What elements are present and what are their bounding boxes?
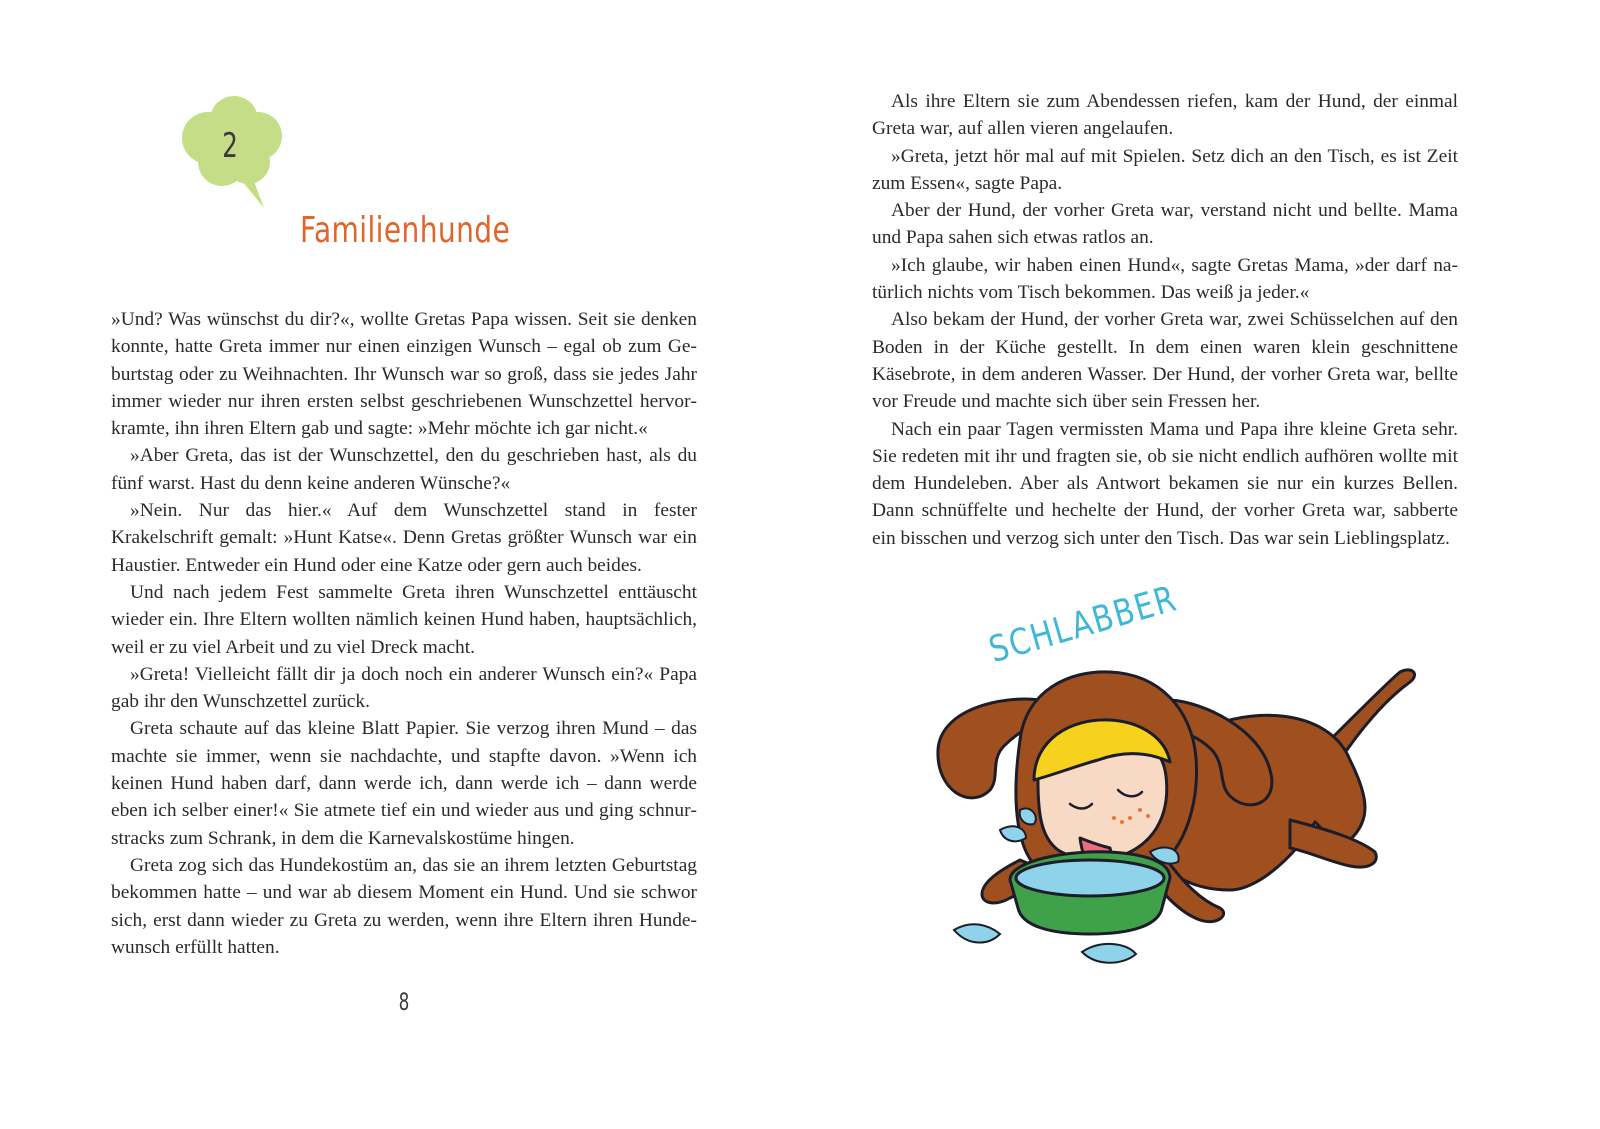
paragraph: Nach ein paar Tagen vermissten Mama und Papa ihre kleine Greta sehr. Sie redeten mit ihr und fragten sie, ob sie nicht endlich aufhören wollte mit dem Hundeleben. Aber als Antwort bekamen sie nur ein kurzes Bellen. Dann schnüffelte und hechelte der Hund, der vorher Greta war, sabberte ein bisschen und verzog sich unter den Tisch. Das war sein Lieblingsplatz. xyxy=(872,418,1458,549)
paragraph: »Aber Greta, das ist der Wunschzettel, den du geschrieben hast, als du fünf warst. Hast du denn keine anderen Wünsche?« xyxy=(111,445,697,494)
page-number: 8 xyxy=(398,988,410,1016)
right-page-text xyxy=(872,88,1458,552)
girl-in-dog-costume-icon xyxy=(930,590,1430,980)
left-page-text xyxy=(111,306,697,961)
paragraph: Als ihre Eltern sie zum Abendessen riefen, kam der Hund, der einmal Greta war, auf allen vieren angelaufen. xyxy=(872,91,1458,140)
dog-costume-illustration xyxy=(930,590,1430,980)
chapter-title: Familienhunde xyxy=(300,210,511,251)
paragraph: »Nein. Nur das hier.« Auf dem Wunschzettel stand in fester Krakelschrift gemalt: »Hunt Katse«. Denn Gretas größter Wunsch war ein Haustier. Entweder ein Hund oder eine Katze oder gern auch beides. xyxy=(111,500,697,576)
paragraph: Greta schaute auf das kleine Blatt Papier. Sie verzog ihren Mund – das machte sie immer, wenn sie nachdachte, und stapfte davon. »Wenn ich keinen Hund haben darf, dann werde ich, dann werde ich – dann werde eben ich selber einer!« Sie atmete tief ein und wieder aus und ging schnurstracks zum Schrank, in dem die Karnevalskostüme hingen. xyxy=(111,718,697,849)
sound-effect-label: SCHLABBER xyxy=(984,578,1182,671)
paragraph: Greta zog sich das Hundekostüm an, das sie an ihrem letzten Geburtstag bekommen hatte – und war ab diesem Moment ein Hund. Und sie schwor sich, erst dann wieder zu Greta zu werden, wenn ihre Eltern ihren Hundewunsch erfüllt hatten. xyxy=(111,854,697,958)
paragraph: »Und? Was wünschst du dir?«, wollte Gretas Papa wissen. Seit sie denken konnte, hatte Greta immer nur einen einzigen Wunsch – egal ob zum Geburtstag oder zu Weihnachten. Ihr Wunsch war so groß, dass sie jedes Jahr immer wieder nur ihren ersten selbst geschriebenen Wunschzettel hervorkramte, ihn ihren Eltern gab und sagte: »Mehr möchte ich gar nicht.« xyxy=(111,309,697,440)
paragraph: »Greta, jetzt hör mal auf mit Spielen. Setz dich an den Tisch, es ist Zeit zum Essen«, sagte Papa. xyxy=(872,145,1458,194)
paragraph: Also bekam der Hund, der vorher Greta war, zwei Schüsselchen auf den Boden in der Küche gestellt. In dem einen waren klein geschnittene Käsebrote, in dem anderen Wasser. Der Hund, der vorher Greta war, bellte vor Freude und machte sich über sein Fressen her. xyxy=(872,309,1458,413)
paragraph: »Greta! Vielleicht fällt dir ja doch noch ein anderer Wunsch ein?« Papa gab ihr den Wunschzettel zurück. xyxy=(111,663,697,713)
paragraph: »Ich glaube, wir haben einen Hund«, sagte Gretas Mama, »der darf natürlich nichts vom Tisch bekommen. Das weiß ja jeder.« xyxy=(872,254,1458,304)
paragraph: Und nach jedem Fest sammelte Greta ihren Wunschzettel enttäuscht wieder ein. Ihre Eltern wollten nämlich keinen Hund haben, hauptsächlich, weil er zu viel Arbeit und zu viel Dreck macht. xyxy=(111,581,697,658)
chapter-number: 2 xyxy=(222,126,238,166)
paragraph: Aber der Hund, der vorher Greta war, verstand nicht und bellte. Mama und Papa sahen sich etwas ratlos an. xyxy=(872,200,1458,249)
chapter-badge xyxy=(178,90,290,212)
